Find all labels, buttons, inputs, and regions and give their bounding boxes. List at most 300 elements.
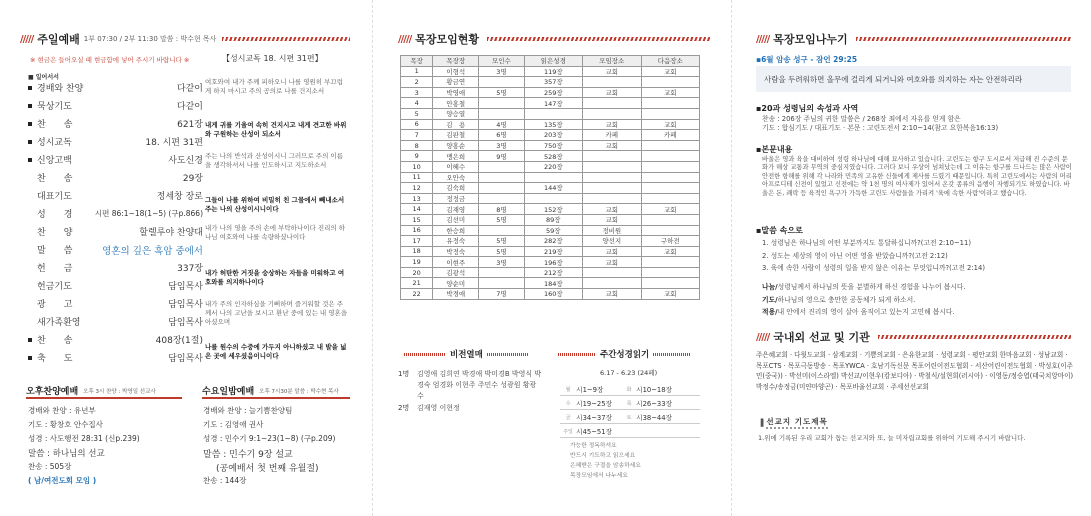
lesson-prayer: 기도 : 합심기도 / 대표기도 · 본문 : 고린도전서 2:10~14(참고 요한복음16:13) xyxy=(762,124,999,132)
table-cell xyxy=(641,278,700,289)
order-label: 찬 양 xyxy=(37,228,73,238)
psalm-verse: 내가 나의 영을 주의 손에 부탁하나이다 진리의 하나님 여호와여 나를 속량하셨나이다 xyxy=(205,224,346,241)
order-label: 신앙고백 xyxy=(37,156,72,166)
table-cell xyxy=(524,172,582,183)
order-row xyxy=(28,277,203,294)
litany-title: 【성시교독 18. 시편 31편】 xyxy=(222,54,323,63)
bible-range: 6.17 - 6.23 (24페) xyxy=(600,369,658,377)
header-bar xyxy=(856,37,1071,41)
table-cell xyxy=(583,278,641,289)
bible-row xyxy=(560,397,700,410)
table-row xyxy=(401,140,700,151)
bullet-icon xyxy=(28,158,32,162)
table-cell: 카페 xyxy=(583,130,641,141)
bible-row xyxy=(560,383,700,396)
psalm-verse: 주는 나의 반석과 산성이시니 그러므로 주의 이름을 생각하셔서 나를 인도하시고 지도하소서 xyxy=(205,152,343,169)
bullet-icon xyxy=(28,356,32,360)
mission-list: 주은혜교회 · 다윗도교회 · 삼계교회 · 기쁨의교회 · 은유한교회 · 성령교회 · 평안교회 한마음교회 · 성남교회 · 목포CTS · 목포극동방송 · 목포YWCA · 호남기독신문 목포어린이전도협회 · 서산어린이전도협회 · 박성호(이주민(중국)) · 박선미(이스라엘) 박선교/이현우(캄보디아) · 박철식/설현희(러시아) · 이영동/정승엽(태국치앙마이) 박정수/송정금(미얀마양곤) · 목포바울선교회 · 주세선선교회 xyxy=(756,351,1074,391)
question-item: 1. 성령님은 하나님의 어떤 부분까지도 통달하십니까?(고전 2:10~11) xyxy=(762,239,971,247)
order-label: 대표기도 xyxy=(37,192,72,202)
day-label: 월 xyxy=(565,386,571,393)
vision-title: 비전열매 xyxy=(450,350,483,360)
order-value: 담임목사 xyxy=(168,318,203,328)
share-text: 내 안에서 진리의 영이 살아 움직이고 있는지 고민해 봅시다. xyxy=(777,308,955,316)
prayer-text: 1.위에 기록된 우리 교회가 돕는 선교지와 또, 늘 미자립교회를 위하여 기도해 주시기 바랍니다. xyxy=(758,434,1026,442)
sharing-panel xyxy=(748,0,1078,516)
order-row xyxy=(28,169,203,186)
order-value: 담임목사 xyxy=(168,354,203,364)
table-cell: 3 xyxy=(401,87,433,98)
table-cell: 17 xyxy=(401,236,433,247)
table-cell: 교회 xyxy=(583,214,641,225)
wednesday-item: 기도 : 김영애 권사 xyxy=(203,420,264,429)
vision-header xyxy=(404,348,529,360)
table-cell: 박정숙 xyxy=(433,246,479,257)
order-row xyxy=(28,223,203,240)
table-cell: 카페 xyxy=(641,130,700,141)
bullet-icon xyxy=(28,338,32,342)
table-cell: 5명 xyxy=(479,214,524,225)
table-cell xyxy=(641,140,700,151)
table-cell: 14 xyxy=(401,204,433,215)
table-cell: 147장 xyxy=(524,98,582,109)
vision-names: 김영애 김희연 박경애 박미경B 박영식 박경숙 엄경화 이현주 주민수 성광원 황광수 xyxy=(417,370,542,400)
table-cell: 9 xyxy=(401,151,433,162)
day-label: 화 xyxy=(626,386,632,393)
reading-range: 시45~51장 xyxy=(576,428,613,436)
table-cell xyxy=(583,172,641,183)
table-cell xyxy=(583,98,641,109)
table-cell xyxy=(641,183,700,194)
wednesday-item: (공예배서 첫 번째 유월절) xyxy=(216,464,319,474)
table-row xyxy=(401,204,700,215)
psalm-verse: 내게 귀를 기울여 속히 건지시고 내게 견고한 바위와 구원하는 산성이 되소서 xyxy=(205,121,347,138)
table-cell: 이형석 xyxy=(433,66,479,77)
standing-label: ■ 일어서서 xyxy=(28,74,59,81)
slash-decoration: ///// xyxy=(20,33,34,45)
table-row xyxy=(401,183,700,194)
table-cell: 양홍순 xyxy=(433,140,479,151)
table-cell xyxy=(583,193,641,204)
table-cell: 교회 xyxy=(583,246,641,257)
table-cell: 이현주 xyxy=(433,257,479,268)
cell-panel xyxy=(390,0,710,516)
table-header-row xyxy=(401,56,700,67)
table-cell xyxy=(583,161,641,172)
prayer-title: 선교지 기도제목 xyxy=(766,416,827,429)
dots-decoration xyxy=(404,353,446,356)
order-item xyxy=(28,261,72,274)
day-label: 목 xyxy=(626,400,632,407)
table-cell: 구하전 xyxy=(641,236,700,247)
table-cell: 20 xyxy=(401,267,433,278)
bible-row xyxy=(560,425,700,438)
wednesday-item: 성경 : 민수기 9:1~23(1~8) (구p.209) xyxy=(203,434,336,443)
bullet-icon xyxy=(28,104,32,108)
sharing-title: 목장모임나누기 xyxy=(773,33,848,46)
order-label: 새가족환영 xyxy=(37,318,81,328)
table-cell: 3명 xyxy=(479,140,524,151)
table-row xyxy=(401,225,700,236)
table-cell: 220장 xyxy=(524,161,582,172)
order-value: 사도신경 xyxy=(168,156,203,166)
reading-range: 시10~18장 xyxy=(636,386,673,394)
day-label: 토 xyxy=(626,414,632,421)
table-cell: 12 xyxy=(401,183,433,194)
table-row xyxy=(401,151,700,162)
wednesday-item: 찬송 : 144장 xyxy=(203,476,247,485)
day-label: 수 xyxy=(565,400,571,407)
order-value: 할렐루야 찬양대 xyxy=(139,228,203,238)
prayer-header xyxy=(758,416,828,429)
order-value: 시편 86:1~18(1~5) (구p.866) xyxy=(94,209,203,218)
table-cell: 750장 xyxy=(524,140,582,151)
column-header: 모인수 xyxy=(479,56,524,67)
table-cell xyxy=(479,267,524,278)
table-cell: 교회 xyxy=(583,119,641,130)
question-item: 3. 육에 속한 사람이 성령의 일을 받지 않은 이유는 무엇입니까?(고전 2:14) xyxy=(762,264,985,272)
reading-range: 시38~44장 xyxy=(636,414,673,422)
order-row xyxy=(28,97,203,114)
order-row xyxy=(28,115,203,132)
wednesday-info: 오후 7시30분 말씀 : 박수현 목사 xyxy=(259,388,339,395)
table-cell: 3명 xyxy=(479,257,524,268)
order-item xyxy=(28,117,72,130)
column-header: 읽은성경 xyxy=(524,56,582,67)
bible-row xyxy=(560,411,700,424)
order-item xyxy=(28,243,72,256)
table-cell: 9명 xyxy=(479,151,524,162)
order-label: 광 고 xyxy=(37,300,73,310)
share-row xyxy=(762,306,955,316)
share-text: 성령님께서 하나님의 뜻을 분별하게 하신 경험을 나누어 봅시다. xyxy=(777,283,966,291)
bullet-icon xyxy=(28,86,32,90)
order-row xyxy=(28,187,203,204)
table-cell: 8 xyxy=(401,140,433,151)
lesson-title: ▪20과 성령님의 속성과 사역 xyxy=(756,104,859,113)
table-cell: 안홍철 xyxy=(433,98,479,109)
day-label: 금 xyxy=(565,414,571,421)
order-value: 621장 xyxy=(177,120,203,130)
into-word-title: ▪말씀 속으로 xyxy=(756,226,803,235)
slash-decoration: ///// xyxy=(398,33,412,45)
order-value: 18. 시편 31편 xyxy=(145,138,203,148)
order-value: 담임목사 xyxy=(168,300,203,310)
slash-decoration: ///// xyxy=(756,331,770,343)
order-item xyxy=(28,333,72,346)
table-cell: 교회 xyxy=(583,87,641,98)
bible-note: 은혜받은 구절을 암송하세요 xyxy=(570,463,641,469)
table-cell: 1 xyxy=(401,66,433,77)
table-cell xyxy=(479,183,524,194)
table-cell: 유정숙 xyxy=(433,236,479,247)
table-cell: 7 xyxy=(401,130,433,141)
table-cell: 8명 xyxy=(479,204,524,215)
bible-note: 가능한 정독하셔요 xyxy=(570,443,617,449)
table-cell: 양승열 xyxy=(433,108,479,119)
table-row xyxy=(401,267,700,278)
psalm-verse: 그들이 나를 위하여 비밀히 친 그물에서 빼내소서 주는 나의 산성이시니이다 xyxy=(205,196,345,213)
psalm-verse: 여호와여 내가 주께 피하오니 나를 영원히 부끄럽게 하지 마시고 주의 공의로 나를 건지소서 xyxy=(205,78,343,95)
table-row xyxy=(401,214,700,225)
table-cell: 135장 xyxy=(524,119,582,130)
order-item xyxy=(28,81,83,94)
table-cell: 맹은희 xyxy=(433,151,479,162)
cell-table xyxy=(400,55,700,300)
table-cell: 13 xyxy=(401,193,433,204)
fold-line xyxy=(731,0,732,516)
mission-header xyxy=(756,329,1071,345)
table-cell: 교회 xyxy=(641,66,700,77)
share-key: 나눔/ xyxy=(762,283,778,291)
table-cell xyxy=(641,214,700,225)
lesson-hymn: 찬송 : 206장 주님의 귀한 말씀은 / 268장 죄에서 자유를 얻게 함은 xyxy=(762,115,961,123)
order-row xyxy=(28,133,203,150)
vision-names: 김재영 이현정 xyxy=(417,404,460,412)
table-row xyxy=(401,98,700,109)
table-cell: 박경애 xyxy=(433,289,479,300)
table-cell xyxy=(641,161,700,172)
bullet-icon xyxy=(28,122,32,126)
table-cell: 김판철 xyxy=(433,130,479,141)
table-cell: 21 xyxy=(401,278,433,289)
table-cell: 교회 xyxy=(583,289,641,300)
table-cell xyxy=(524,193,582,204)
header-bar xyxy=(487,37,710,41)
table-row xyxy=(401,246,700,257)
table-cell: 2 xyxy=(401,77,433,88)
table-cell: 김숙희 xyxy=(433,183,479,194)
table-cell: 박영애 xyxy=(433,87,479,98)
table-cell xyxy=(583,183,641,194)
table-cell: 282장 xyxy=(524,236,582,247)
table-cell: 22 xyxy=(401,289,433,300)
wednesday-header xyxy=(202,384,350,399)
order-label: 묵상기도 xyxy=(37,102,72,112)
table-cell: 203장 xyxy=(524,130,582,141)
order-row xyxy=(28,259,203,276)
memory-verse: 사람을 두려워하면 올무에 걸리게 되거니와 여호와를 의지하는 자는 안전하리라 xyxy=(756,66,1071,92)
order-label: 헌 금 xyxy=(37,264,73,274)
sharing-header xyxy=(756,31,1071,47)
table-cell: 김 용 xyxy=(433,119,479,130)
offering-notice: ※ 현금은 들어오실 때 현금함에 넣어 주시기 바랍니다 ※ xyxy=(30,56,190,64)
table-cell: 196장 xyxy=(524,257,582,268)
order-value: 다같이 xyxy=(176,102,203,112)
dots-decoration xyxy=(558,353,596,356)
text-content: 바울은 영과 육을 대비하여 성령 하나님에 대해 묘사하고 있습니다. 고린도는 항구 도시로서 저급해 진 수준의 문화가 해상 교통과 무역의 중심지였습니다. 그러다 보니 우상이 넘쳐났는데 그 이유는 항구를 드나드는 많은 사람이 안전한 항해를 위해 각 나라와 민족의 고유한 신들에게 제사를 드렸기 때문입니다. 특히 고린도에서는 사람의 머리 아프로디테 신전이 있었고 신전에는 약 1천 명의 여사제가 있어서 온갖 종류의 음행이 자행되기도 하였습니다. 바울은 돈, 쾌락 등 육적인 욕구가 가득한 고린도 사람들을 가리켜 '육에 속한 사람'이라고 했습니다. xyxy=(762,156,1072,197)
table-row xyxy=(401,257,700,268)
share-row xyxy=(762,281,966,291)
text-content-title: ▪본문내용 xyxy=(756,145,793,154)
order-item xyxy=(28,153,72,166)
table-cell: 5명 xyxy=(479,246,524,257)
table-cell: 교회 xyxy=(641,204,700,215)
order-row xyxy=(28,79,203,96)
dots-decoration xyxy=(487,353,529,356)
afternoon-item: 경배와 찬양 : 유년부 xyxy=(28,406,96,415)
worship-title: 주일예배 xyxy=(37,33,80,46)
table-cell xyxy=(641,172,700,183)
table-cell: 김선미 xyxy=(433,214,479,225)
order-label: 성 경 xyxy=(37,210,73,220)
order-value: 408장(1절) xyxy=(155,336,203,346)
table-cell: 160장 xyxy=(524,289,582,300)
dots-decoration xyxy=(653,353,691,356)
header-bar xyxy=(222,37,350,41)
table-cell: 259장 xyxy=(524,87,582,98)
order-value: 337장 xyxy=(177,264,203,274)
order-item xyxy=(28,189,72,202)
table-cell xyxy=(524,108,582,119)
bible-title: 주간성경읽기 xyxy=(600,350,650,360)
table-cell: 528장 xyxy=(524,151,582,162)
table-cell xyxy=(479,172,524,183)
order-label: 찬 송 xyxy=(37,336,73,346)
table-cell: 교회 xyxy=(641,87,700,98)
table-cell: 오안숙 xyxy=(433,172,479,183)
memory-verse-ref: ▪6월 암송 성구 - 잠언 29:25 xyxy=(756,55,858,64)
order-value: 다같이 xyxy=(176,84,203,94)
wednesday-item: 말씀 : 민수기 9장 설교 xyxy=(203,450,293,460)
bible-header xyxy=(558,348,691,360)
worship-panel xyxy=(0,0,355,516)
table-cell xyxy=(479,77,524,88)
table-cell xyxy=(479,98,524,109)
table-cell xyxy=(479,225,524,236)
table-row xyxy=(401,289,700,300)
table-row xyxy=(401,119,700,130)
table-row xyxy=(401,87,700,98)
bible-note: 반드시 기도하고 읽으세요 xyxy=(570,453,636,459)
order-item xyxy=(28,171,72,184)
day-label: 주일 xyxy=(563,428,573,435)
table-cell xyxy=(583,267,641,278)
table-cell: 황금연 xyxy=(433,77,479,88)
table-cell: 양순미 xyxy=(433,278,479,289)
share-row xyxy=(762,294,915,304)
table-cell: 교회 xyxy=(641,289,700,300)
table-cell xyxy=(583,77,641,88)
order-value: 영혼의 깊은 흑암 중에서 xyxy=(102,245,203,257)
order-row xyxy=(28,349,203,366)
order-label: 찬 송 xyxy=(37,174,73,184)
table-cell: 정비원 xyxy=(583,225,641,236)
table-row xyxy=(401,108,700,119)
table-cell: 5명 xyxy=(479,236,524,247)
table-cell: 11 xyxy=(401,172,433,183)
order-value: 29장 xyxy=(182,174,203,184)
table-cell: 이혜수 xyxy=(433,161,479,172)
share-key: 기도/ xyxy=(762,295,778,304)
wednesday-title: 수요일밤예배 xyxy=(202,387,255,397)
table-cell: 3명 xyxy=(479,66,524,77)
table-cell xyxy=(583,151,641,162)
table-cell: 5 xyxy=(401,108,433,119)
question-item: 2. 성도는 세상의 영이 아닌 어떤 영을 받았습니까?(고전 2:12) xyxy=(762,251,948,260)
table-cell: 152장 xyxy=(524,204,582,215)
order-item xyxy=(28,279,72,292)
table-cell xyxy=(479,278,524,289)
afternoon-header xyxy=(26,384,182,399)
table-cell: 교회 xyxy=(583,204,641,215)
order-item xyxy=(28,297,72,310)
reading-range: 시34~37장 xyxy=(576,414,613,422)
psalm-verse: 내가 주의 인자하심을 기뻐하며 즐거워할 것은 주께서 나의 고난을 보시고 환난 중에 있는 내 영혼을 아셨으며 xyxy=(205,300,348,326)
table-row xyxy=(401,278,700,289)
psalm-verse: 나를 원수의 수중에 가두지 아니하셨고 내 발을 넓은 곳에 세우셨음이니이다 xyxy=(205,343,347,360)
table-cell xyxy=(479,193,524,204)
table-cell: 119장 xyxy=(524,66,582,77)
cell-title: 목장모임현황 xyxy=(415,33,480,46)
share-key: 적용/ xyxy=(762,308,778,316)
order-label: 말 씀 xyxy=(37,246,73,256)
column-header: 목장 xyxy=(401,56,433,67)
table-cell: 89장 xyxy=(524,214,582,225)
afternoon-item: ( 남/여전도회 모임 ) xyxy=(28,476,97,485)
table-cell: 6 xyxy=(401,119,433,130)
order-item xyxy=(28,351,72,364)
worship-header xyxy=(20,31,350,47)
prayer-bullet: ▐ xyxy=(758,418,764,427)
order-item xyxy=(28,315,80,328)
order-value: 담임목사 xyxy=(168,282,203,292)
table-row xyxy=(401,236,700,247)
column-header: 목장장 xyxy=(433,56,479,67)
order-row xyxy=(28,313,203,330)
table-cell: 양선지 xyxy=(583,236,641,247)
order-row xyxy=(28,151,203,168)
reading-range: 시19~25장 xyxy=(576,400,613,408)
table-cell xyxy=(641,108,700,119)
table-cell: 7명 xyxy=(479,289,524,300)
order-label: 성시교독 xyxy=(37,138,72,148)
afternoon-item: 성경 : 사도행전 28:31 (신p.239) xyxy=(28,434,140,443)
order-label: 경배와 찬양 xyxy=(37,84,84,94)
mission-title: 국내외 선교 및 기관 xyxy=(773,331,870,344)
afternoon-item: 기도 : 황창호 안수집사 xyxy=(28,420,103,429)
table-cell: 10 xyxy=(401,161,433,172)
bible-note: 목장모임에서 나누세요 xyxy=(570,473,628,479)
table-row xyxy=(401,193,700,204)
table-cell xyxy=(641,257,700,268)
vision-count: 2명 xyxy=(398,404,410,412)
table-cell xyxy=(479,108,524,119)
table-row xyxy=(401,77,700,88)
table-cell xyxy=(583,108,641,119)
table-cell xyxy=(479,161,524,172)
header-bar xyxy=(878,335,1071,339)
table-cell xyxy=(641,77,700,88)
order-row xyxy=(28,331,203,348)
table-cell: 교회 xyxy=(583,140,641,151)
column-header: 모임장소 xyxy=(583,56,641,67)
table-cell: 김광석 xyxy=(433,267,479,278)
table-cell: 59장 xyxy=(524,225,582,236)
afternoon-item: 말씀 : 하나님의 선교 xyxy=(28,449,105,459)
table-cell: 교회 xyxy=(583,257,641,268)
order-item xyxy=(28,207,72,220)
afternoon-title: 오후찬양예배 xyxy=(26,387,79,397)
vision-count: 1명 xyxy=(398,370,410,378)
order-item xyxy=(28,99,72,112)
table-cell: 4명 xyxy=(479,119,524,130)
table-cell: 김재영 xyxy=(433,204,479,215)
table-body xyxy=(401,66,700,299)
table-cell xyxy=(641,151,700,162)
table-cell: 18 xyxy=(401,246,433,257)
order-row xyxy=(28,241,203,258)
